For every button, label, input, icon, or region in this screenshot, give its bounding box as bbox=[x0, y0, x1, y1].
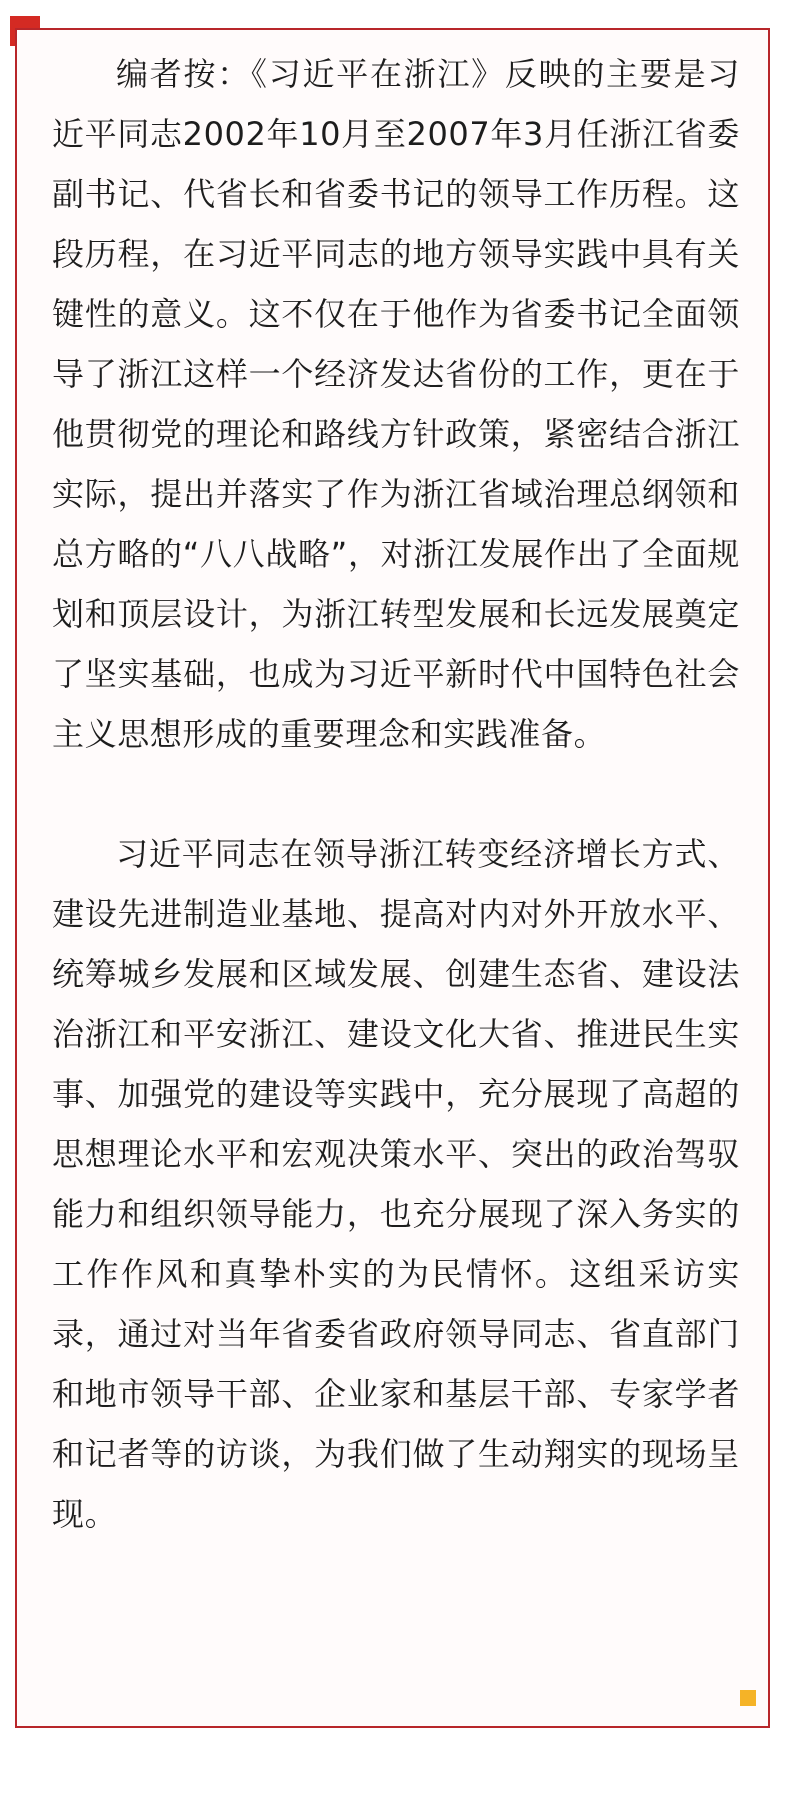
end-mark-square bbox=[740, 1690, 756, 1706]
editor-note-paragraph-2: 习近平同志在领导浙江转变经济增长方式、建设先进制造业基地、提高对内对外开放水平、统筹城乡发展和区域发展、创建生态省、建设法治浙江和平安浙江、建设文化大省、推进民生实事、加强党的建设等实践中，充分展现了高超的思想理论水平和宏观决策水平、突出的政治驾驭能力和组织领导能力，也充分展现了深入务实的工作作风和真挚朴实的为民情怀。这组采访实录，通过对当年省委省政府领导同志、省直部门和地市领导干部、企业家和基层干部、专家学者和记者等的访谈，为我们做了生动翔实的现场呈现。 bbox=[52, 835, 740, 1533]
editor-note-paragraph-1: 编者按：《习近平在浙江》反映的主要是习近平同志2002年10月至2007年3月任浙江省委副书记、代省长和省委书记的领导工作历程。这段历程，在习近平同志的地方领导实践中具有关键性的意义。这不仅在于他作为省委书记全面领导了浙江这样一个经济发达省份的工作，更在于他贯彻党的理论和路线方针政策，紧密结合浙江实际，提出并落实了作为浙江省域治理总纲领和总方略的“八八战略”，对浙江发展作出了全面规划和顶层设计，为浙江转型发展和长远发展奠定了坚实基础，也成为习近平新时代中国特色社会主义思想形成的重要理念和实践准备。 bbox=[52, 55, 740, 753]
editor-note-content bbox=[52, 44, 740, 1544]
